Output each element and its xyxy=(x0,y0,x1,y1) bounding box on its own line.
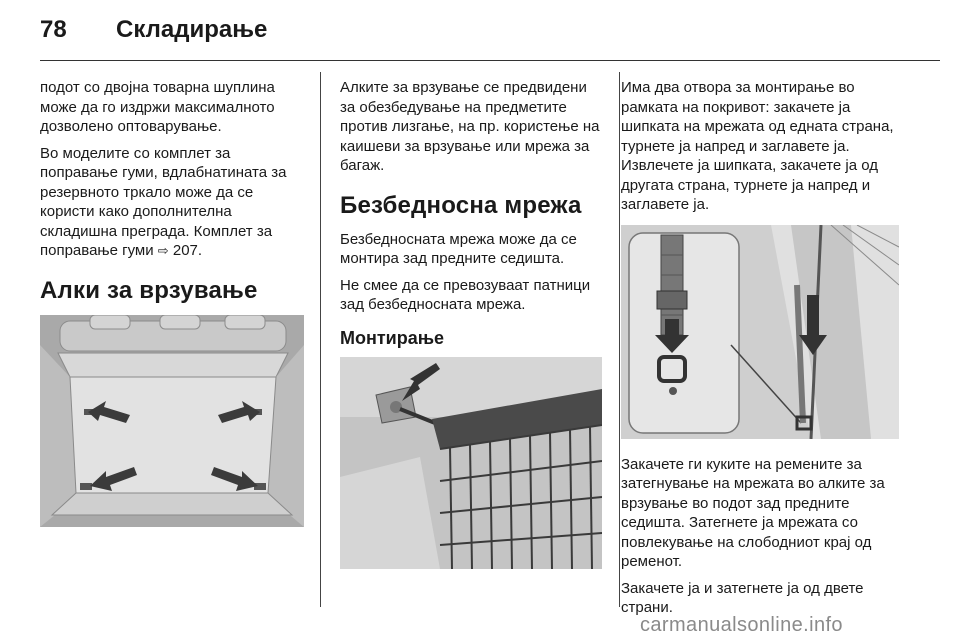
strap-hook-illustration xyxy=(621,225,899,439)
heading-safety-net: Безбедносна мрежа xyxy=(340,191,582,219)
paragraph-tyre-repair: Во моделите со комплет за поправање гуми, вдлабнатината за резервното тркало може да се користи како дополнителна складишна преграда. Комплет за поправање гуми ⇨ 207. xyxy=(40,144,287,259)
subheading-installation: Монтирање xyxy=(340,327,445,348)
figure-strap-hook-lashing-eye xyxy=(621,225,899,439)
section-title: Складирање xyxy=(116,16,268,43)
page-header xyxy=(0,0,960,62)
watermark-text: carmanualsonline.info xyxy=(640,614,843,636)
paragraph-no-passengers: Не смее да се превозуваат патници зад безбедносната мрежа. xyxy=(340,276,591,313)
paragraph-hook-straps: Закачете ги куките на ремените за затегнување на мрежата во алките за врзување во подот зад предните седишта. Затегнете ја мрежата со повлекување на слободниот крај од ременот. xyxy=(621,455,885,570)
column-3 xyxy=(621,78,903,625)
paragraph-net-mounting: Безбедносната мрежа може да се монтира зад предните седишта. xyxy=(340,230,577,267)
paragraph-roof-mount-steps: Има два отвора за монтирање во рамката на покривот: закачете ја шипката на мрежата од едната страна, турнете ја напред и заглавете ја. Извлечете ја шипката, закачете ја од другата страна, турнете ја напред и заглавете ја. xyxy=(621,79,894,213)
page-reference-link[interactable]: 207. xyxy=(172,242,203,259)
figure-cargo-floor-lashing-eyes xyxy=(40,315,304,527)
net-mount-illustration xyxy=(340,357,602,569)
column-divider-2 xyxy=(619,72,620,607)
column-divider-1 xyxy=(320,72,321,607)
header-divider xyxy=(40,60,940,61)
cargo-floor-illustration xyxy=(40,315,304,527)
paragraph-lashing-purpose: Алките за врзување се предвидени за обезбедување на предметите против лизгање, на пр. користење на каишеви за врзување или мрежа за багаж. xyxy=(340,79,600,174)
paragraph-both-sides: Закачете ја и затегнете ја од двете страни. xyxy=(621,579,864,616)
page-number: 78 xyxy=(40,16,67,43)
heading-lashing-eyes: Алки за врзување xyxy=(40,276,258,304)
column-2 xyxy=(340,78,602,569)
paragraph-floor-load: подот со двојна товарна шуплина може да го издржи максималното дозволено оптоварување. xyxy=(40,79,275,135)
figure-net-roof-mount xyxy=(340,357,602,569)
arrow-reference-icon: ⇨ xyxy=(157,243,169,258)
column-1 xyxy=(40,78,305,527)
